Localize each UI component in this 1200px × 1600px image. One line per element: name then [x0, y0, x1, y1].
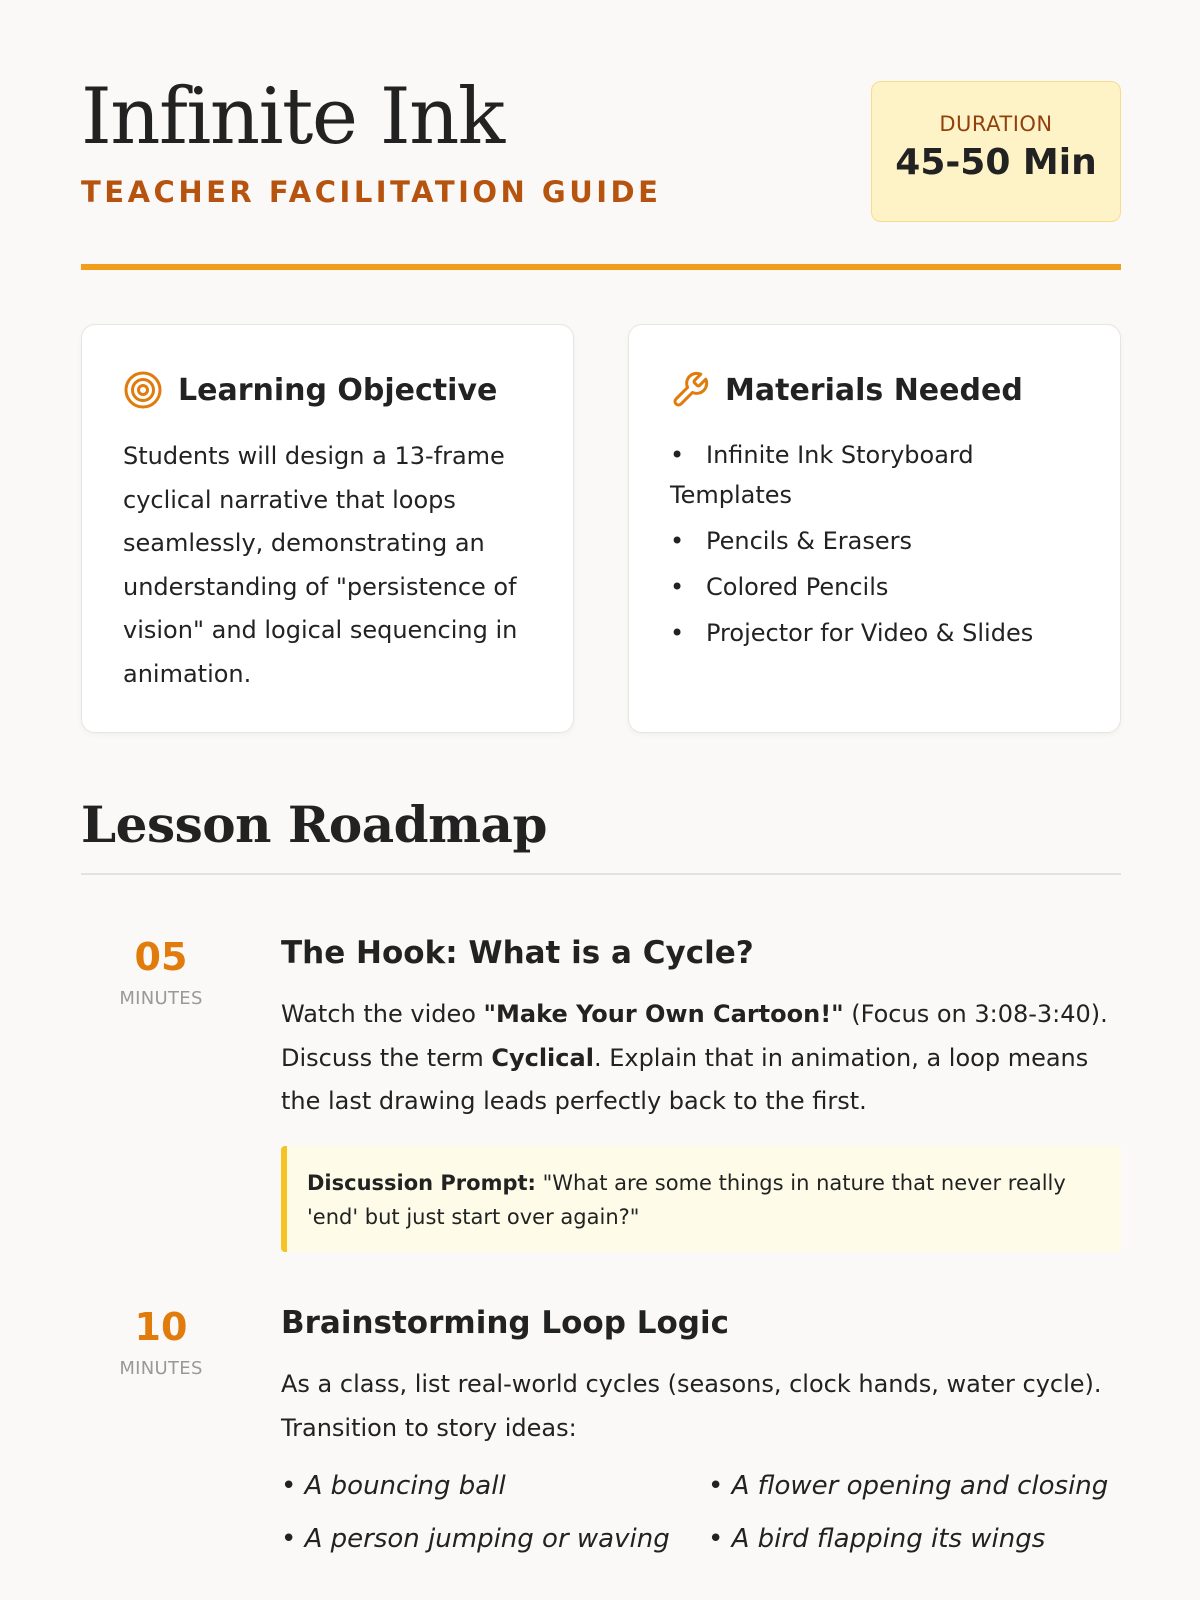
facilitation-guide-page	[81, 0, 1121, 1554]
story-idea: • A flower opening and closing	[708, 1471, 1109, 1501]
step-description: As a class, list real-world cycles (seasons, clock hands, water cycle). Transition to story ideas:	[281, 1370, 1102, 1442]
step-minutes: 10	[134, 1305, 188, 1349]
roadmap-divider	[81, 873, 1121, 875]
step-duration	[81, 1305, 241, 1379]
step-minutes-unit: MINUTES	[119, 1358, 203, 1379]
list-item: • Infinite Ink Storyboard Templates	[670, 441, 974, 509]
list-item: • Pencils & Erasers	[670, 527, 912, 555]
wrench-icon	[670, 370, 710, 410]
prompt-text: "What are some things in nature that never really 'end' but just start over again?"	[307, 1170, 1066, 1229]
step-description: Watch the video "Make Your Own Cartoon!" (Focus on 3:08-3:40). Discuss the term Cyclical. Explain that in animation, a loop means the last drawing leads perfectly back to the first.	[281, 1000, 1108, 1115]
story-idea: • A bouncing ball	[281, 1471, 506, 1501]
objective-text: Students will design a 13-frame cyclical narrative that loops seamlessly, demonstrating an understanding of "persistence of vision" and logical sequencing in animation.	[123, 442, 518, 688]
objective-card-header	[123, 369, 497, 411]
materials-list	[670, 435, 1090, 659]
step-title: Brainstorming Loop Logic	[281, 1305, 729, 1341]
header-divider	[81, 264, 1121, 270]
story-idea: • A person jumping or waving	[281, 1524, 670, 1554]
step-title: The Hook: What is a Cycle?	[281, 935, 754, 971]
materials-title: Materials Needed	[725, 372, 1023, 408]
roadmap-title: Lesson Roadmap	[81, 795, 547, 854]
duration-label: DURATION	[939, 112, 1053, 136]
discussion-prompt	[281, 1146, 1121, 1252]
duration-value: 45-50 Min	[895, 142, 1097, 183]
page-title: Infinite Ink	[81, 72, 504, 162]
objective-card	[81, 324, 574, 733]
list-item: • Projector for Video & Slides	[670, 619, 1034, 647]
step-content	[281, 1305, 1121, 1560]
step-minutes: 05	[134, 935, 188, 979]
story-idea: • A bird flapping its wings	[708, 1524, 1046, 1554]
page-subtitle: TEACHER FACILITATION GUIDE	[81, 175, 662, 209]
step-duration	[81, 935, 241, 1009]
objective-title: Learning Objective	[178, 372, 498, 408]
story-ideas-list	[281, 1466, 1121, 1560]
page-header	[81, 0, 1121, 270]
list-item: • Colored Pencils	[670, 573, 889, 601]
materials-card-header	[670, 369, 1023, 411]
step-minutes-unit: MINUTES	[119, 988, 203, 1009]
info-cards	[81, 324, 1121, 733]
step-content	[281, 935, 1121, 1252]
prompt-label: Discussion Prompt:	[307, 1170, 536, 1195]
materials-card	[628, 324, 1121, 733]
duration-badge	[871, 81, 1121, 222]
target-icon	[123, 370, 163, 410]
